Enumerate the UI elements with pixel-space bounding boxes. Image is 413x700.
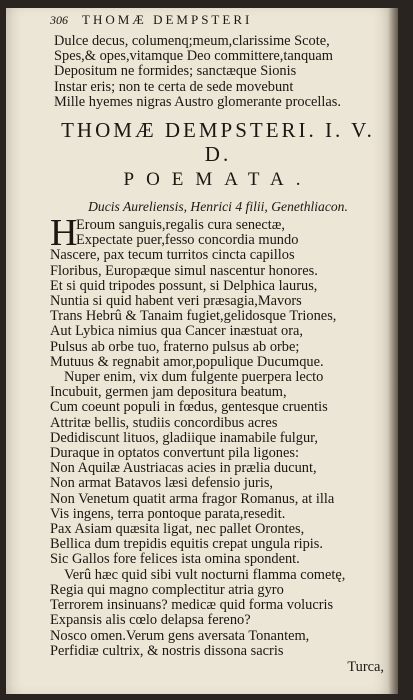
verse-line: Expansis alis cœlo delapsa fereno? bbox=[50, 612, 251, 629]
verse-line: Aut Lybica nimius qua Cancer inæstuat ora, bbox=[50, 323, 303, 340]
verse-line: Vis ingens, terra pontoque parata,resedit. bbox=[50, 505, 286, 522]
verse-line: Eroum sanguis,regalis cura senectæ, bbox=[76, 217, 286, 234]
section-subtitle: POEMATA. bbox=[123, 169, 313, 191]
book-page bbox=[6, 8, 398, 694]
verse-line: Terrorem insinuans? medicæ quid forma volucris bbox=[50, 597, 334, 614]
verse-line: Bellica dum trepidis equitis crepat ungula ripis. bbox=[50, 536, 323, 553]
verse-line: Spes,& opes,vitamque Deo committere,tanquam bbox=[54, 48, 333, 65]
verse-line: Trans Hebrû & Tanaim fugiet,gelidosque Triones, bbox=[50, 308, 337, 325]
verse-line: Regia qui magno complectitur atria gyro bbox=[50, 581, 284, 598]
verse-line: Dedidiscunt lituos, gladiique inamabile fulgur, bbox=[50, 429, 318, 446]
verse-line: Mille hyemes nigras Austro glomerante procellas. bbox=[54, 93, 341, 110]
verse-line: Dulce decus, columenq;meum,clarissime Scote, bbox=[54, 33, 330, 49]
verse-line: Mutuus & regnabit amor,populique Ducumque. bbox=[50, 353, 324, 370]
page-number: 306 bbox=[50, 13, 68, 27]
verse-line: Attritæ bellis, studiis concordibus acres bbox=[50, 414, 278, 431]
page-text-block bbox=[50, 12, 386, 675]
verse-line: Verû hæc quid sibi vult nocturni flamma cometę, bbox=[64, 566, 346, 583]
verse-line: Duraque in optatos convertunt pila ligones: bbox=[50, 445, 299, 462]
catchword: Turca, bbox=[347, 658, 384, 675]
verse-line: Nosco omen.Verum gens aversata Tonantem, bbox=[50, 627, 310, 644]
running-title: THOMÆ DEMPSTERI bbox=[82, 12, 253, 27]
verse-line: Perfidiæ cultrix, & nostris dissona sacris bbox=[50, 642, 284, 659]
verse-line: Instar eris; non te certa de sede movebunt bbox=[54, 78, 294, 95]
verse-line: Floribus, Europæque simul nascentur honores. bbox=[50, 262, 318, 279]
previous-poem-ending bbox=[50, 34, 386, 110]
verse-line: Non Venetum quatit arma fragor Romanus, at illa bbox=[50, 490, 335, 507]
verse-line: Expectate puer,fesso concordia mundo bbox=[76, 232, 299, 249]
running-header bbox=[50, 12, 386, 34]
drop-cap: H bbox=[50, 212, 78, 255]
poem-stanza-3 bbox=[50, 568, 386, 659]
verse-line: Pax Asiam quæsita ligat, nec pallet Orontes, bbox=[50, 521, 305, 538]
verse-line: Depositum ne formides; sanctæque Sionis bbox=[54, 63, 297, 80]
verse-line: Nuper enim, vix dum fulgente puerpera lecto bbox=[64, 369, 324, 386]
poem-stanza-2 bbox=[50, 370, 386, 568]
verse-line: Cum coeunt populi in fœdus, gentesque cruentis bbox=[50, 399, 328, 416]
verse-line: Et si quid tripodes possunt, si Delphica laurus, bbox=[50, 277, 318, 294]
poem-stanza-1 bbox=[50, 248, 386, 370]
section-title: THOMÆ DEMPSTERI. I. V. D. bbox=[61, 118, 375, 167]
verse-line: Nuntia si quid habent veri præsagia,Mavors bbox=[50, 293, 302, 310]
poem-dedication: Ducis Aureliensis, Henrici 4 filii, Genethliacon. bbox=[88, 199, 348, 215]
poem-opening bbox=[50, 212, 386, 255]
verse-line: Incubuit, germen jam depositura beatum, bbox=[50, 384, 287, 401]
page-gutter-shadow bbox=[388, 8, 398, 694]
verse-line: Non Aquilæ Austriacas acies in prælia ducunt, bbox=[50, 460, 317, 477]
verse-line: Pulsus ab orbe tuo, fraterno pulsus ab orbe; bbox=[50, 338, 300, 355]
verse-line: Sic Gallos fore felices ista omina spondent. bbox=[50, 551, 300, 568]
verse-line: Nascere, pax tecum turritos cincta capillos bbox=[50, 247, 295, 264]
verse-line: Non armat Batavos læsi defensio juris, bbox=[50, 475, 274, 492]
